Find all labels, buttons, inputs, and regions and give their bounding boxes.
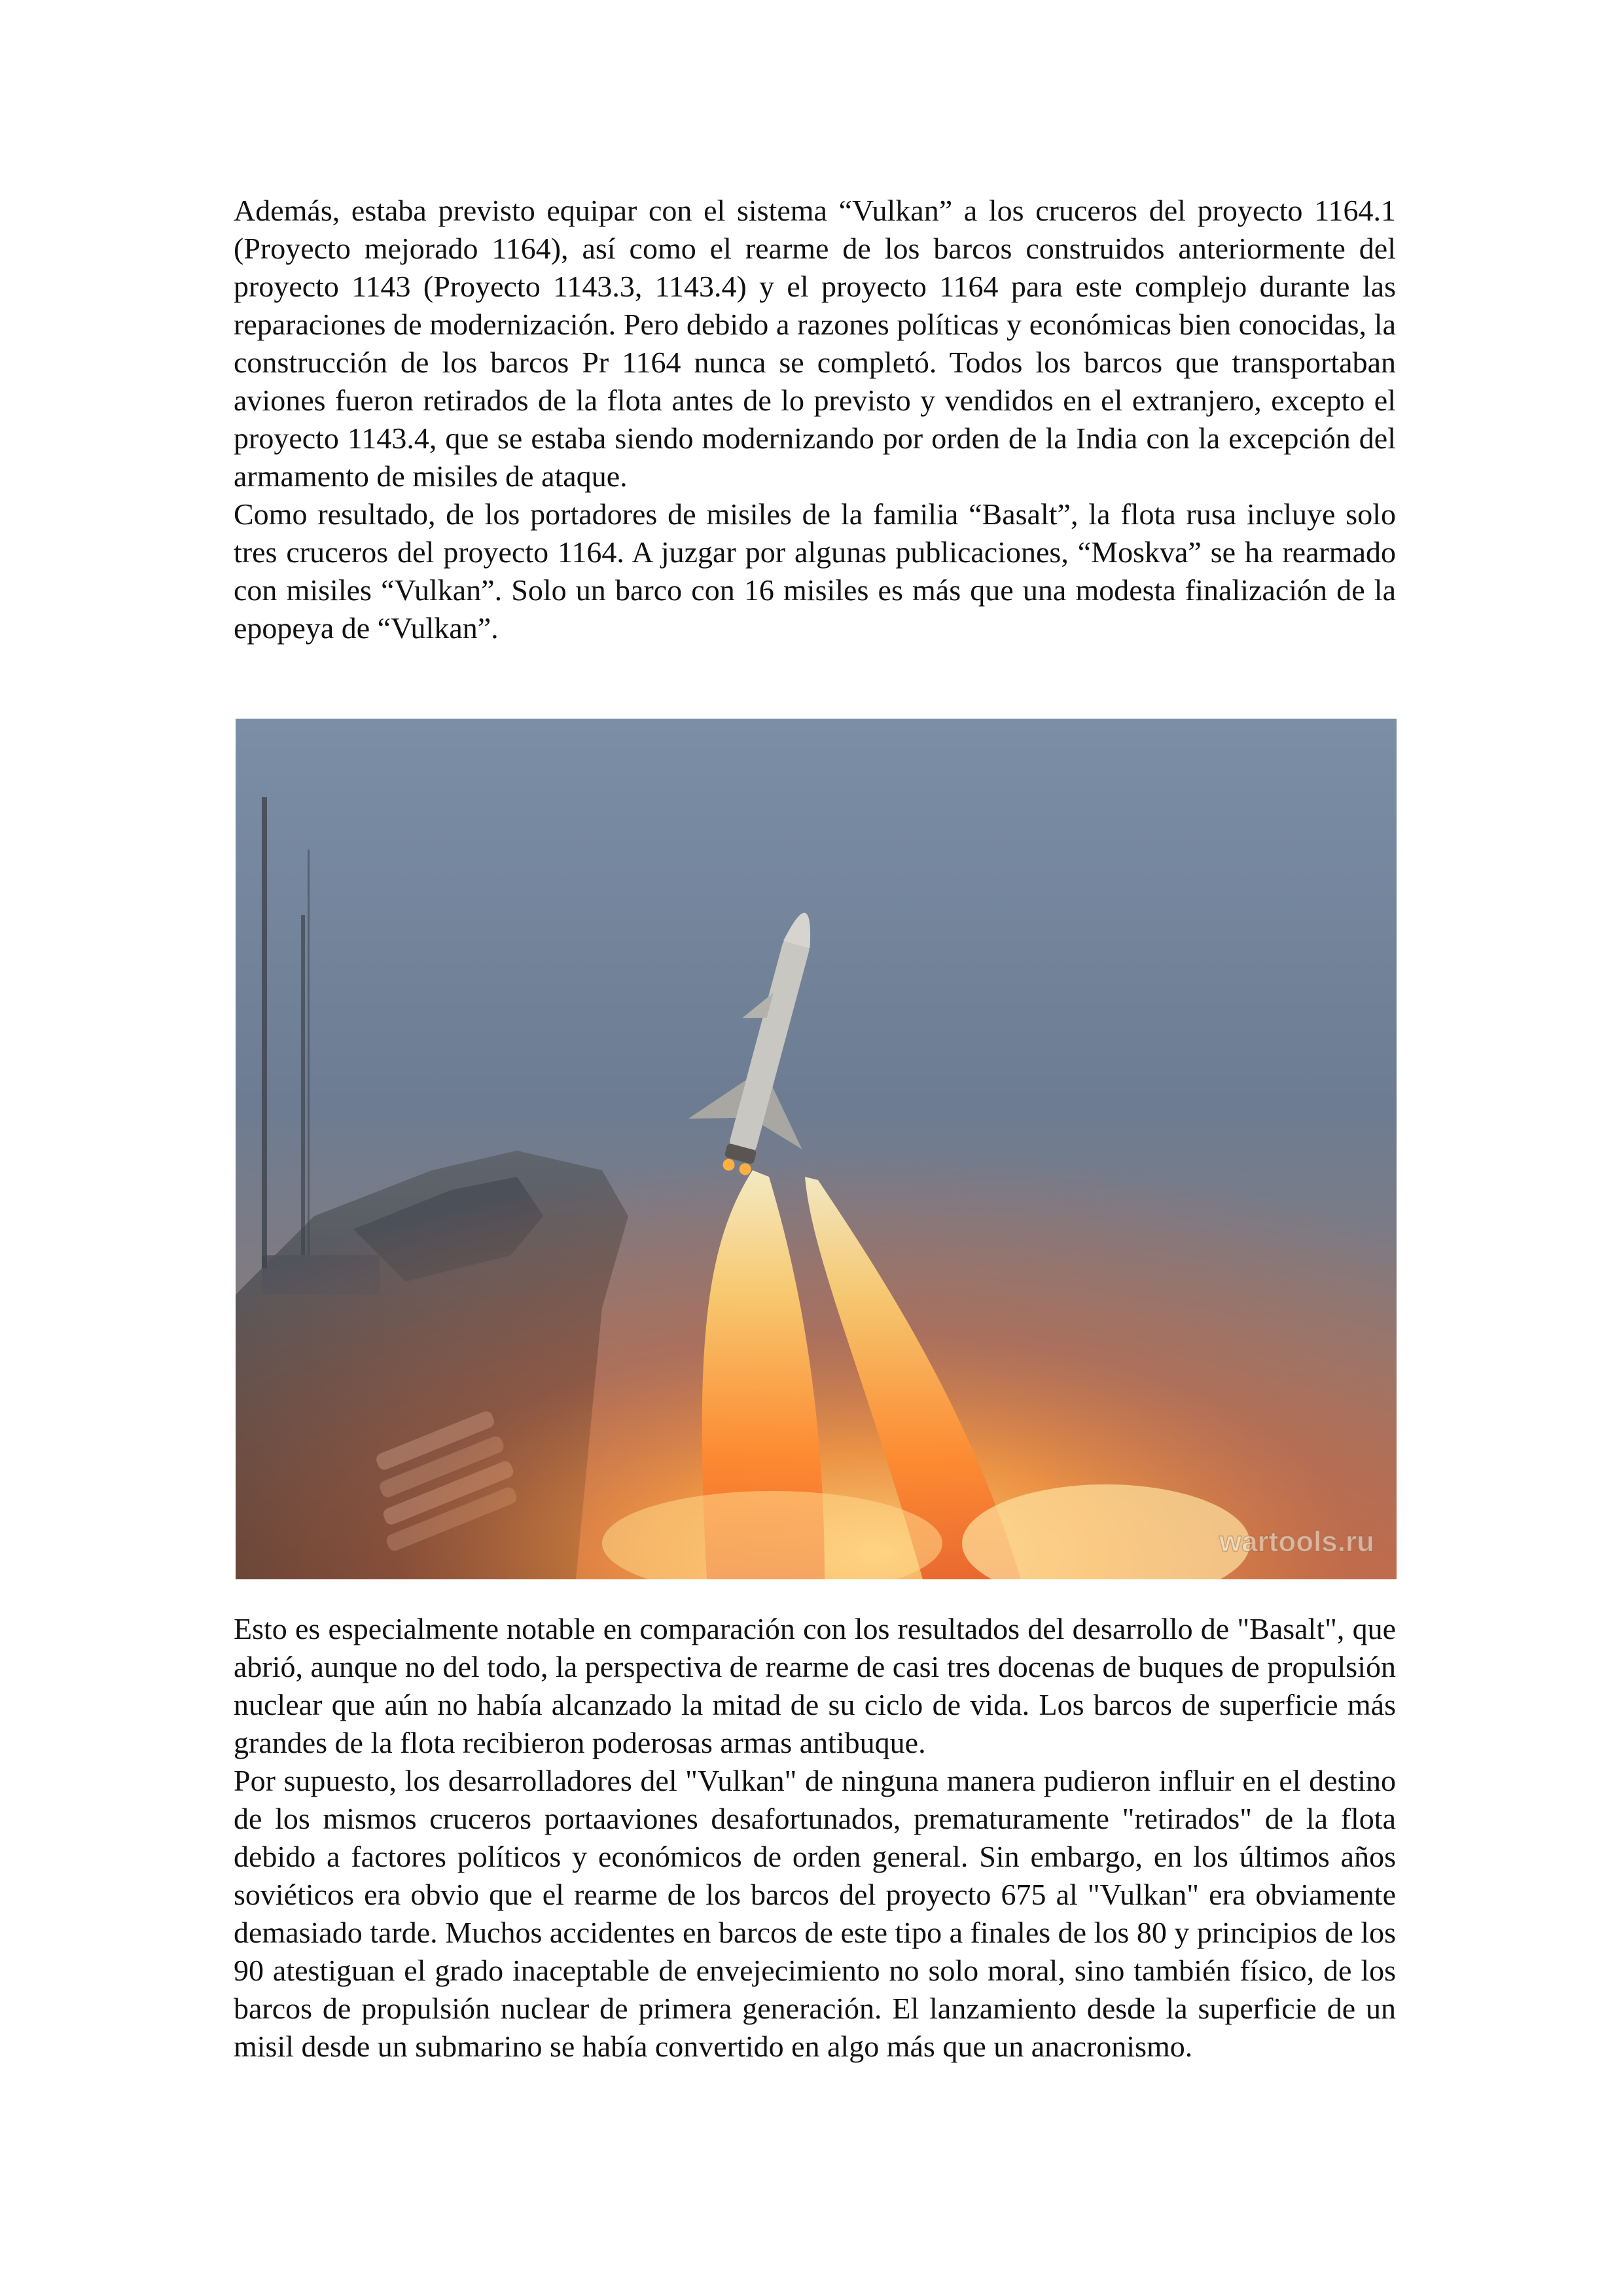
watermark-text: wartools.ru: [1219, 1526, 1374, 1558]
text-block-top: [234, 192, 1396, 647]
paragraph: Además, estaba previsto equipar con el sistema “Vulkan” a los cruceros del proyecto 1164.1 (Proyecto mejorado 1164), así como el rearme de los barcos construidos anteriormente del proyecto 1143 (Proyecto 1143.3, 1143.4) y el proyecto 1164 para este complejo durante las reparaciones de modernización. Pero debido a razones políticas y económicas bien conocidas, la construcción de los barcos Pr 1164 nunca se completó. Todos los barcos que transportaban aviones fueron retirados de la flota antes de lo previsto y vendidos en el extranjero, excepto el proyecto 1143.4, que se estaba siendo modernizando por orden de la India con la excepción del armamento de misiles de ataque.: [234, 194, 1396, 493]
paragraph: Esto es especialmente notable en comparación con los resultados del desarrollo de "Basalt", que abrió, aunque no del todo, la perspectiva de rearme de casi tres docenas de buques de propulsión nuclear que aún no había alcanzado la mitad de su ciclo de vida. Los barcos de superficie más grandes de la flota recibieron poderosas armas antibuque.: [234, 1612, 1396, 1759]
paragraph: Como resultado, de los portadores de misiles de la familia “Basalt”, la flota rusa incluye solo tres cruceros del proyecto 1164. A juzgar por algunas publicaciones, “Moskva” se ha rearmado con misiles “Vulkan”. Solo un barco con 16 misiles es más que una modesta finalización de la epopeya de “Vulkan”.: [234, 497, 1396, 645]
text-block-bottom: [234, 1610, 1396, 2066]
paragraph: Por supuesto, los desarrolladores del "Vulkan" de ninguna manera pudieron influir en el destino de los mismos cruceros portaaviones desafortunados, prematuramente "retirados" de la flota debido a factores políticos y económicos de orden general. Sin embargo, en los últimos años soviéticos era obvio que el rearme de los barcos del proyecto 675 al "Vulkan" era obviamente demasiado tarde. Muchos accidentes en barcos de este tipo a finales de los 80 y principios de los 90 atestiguan el grado inaceptable de envejecimiento no solo moral, sino también físico, de los barcos de propulsión nuclear de primera generación. El lanzamiento desde la superficie de un misil desde un submarino se había convertido en algo más que un anacronismo.: [234, 1764, 1396, 2063]
missile-launch-photo: [236, 719, 1397, 1579]
